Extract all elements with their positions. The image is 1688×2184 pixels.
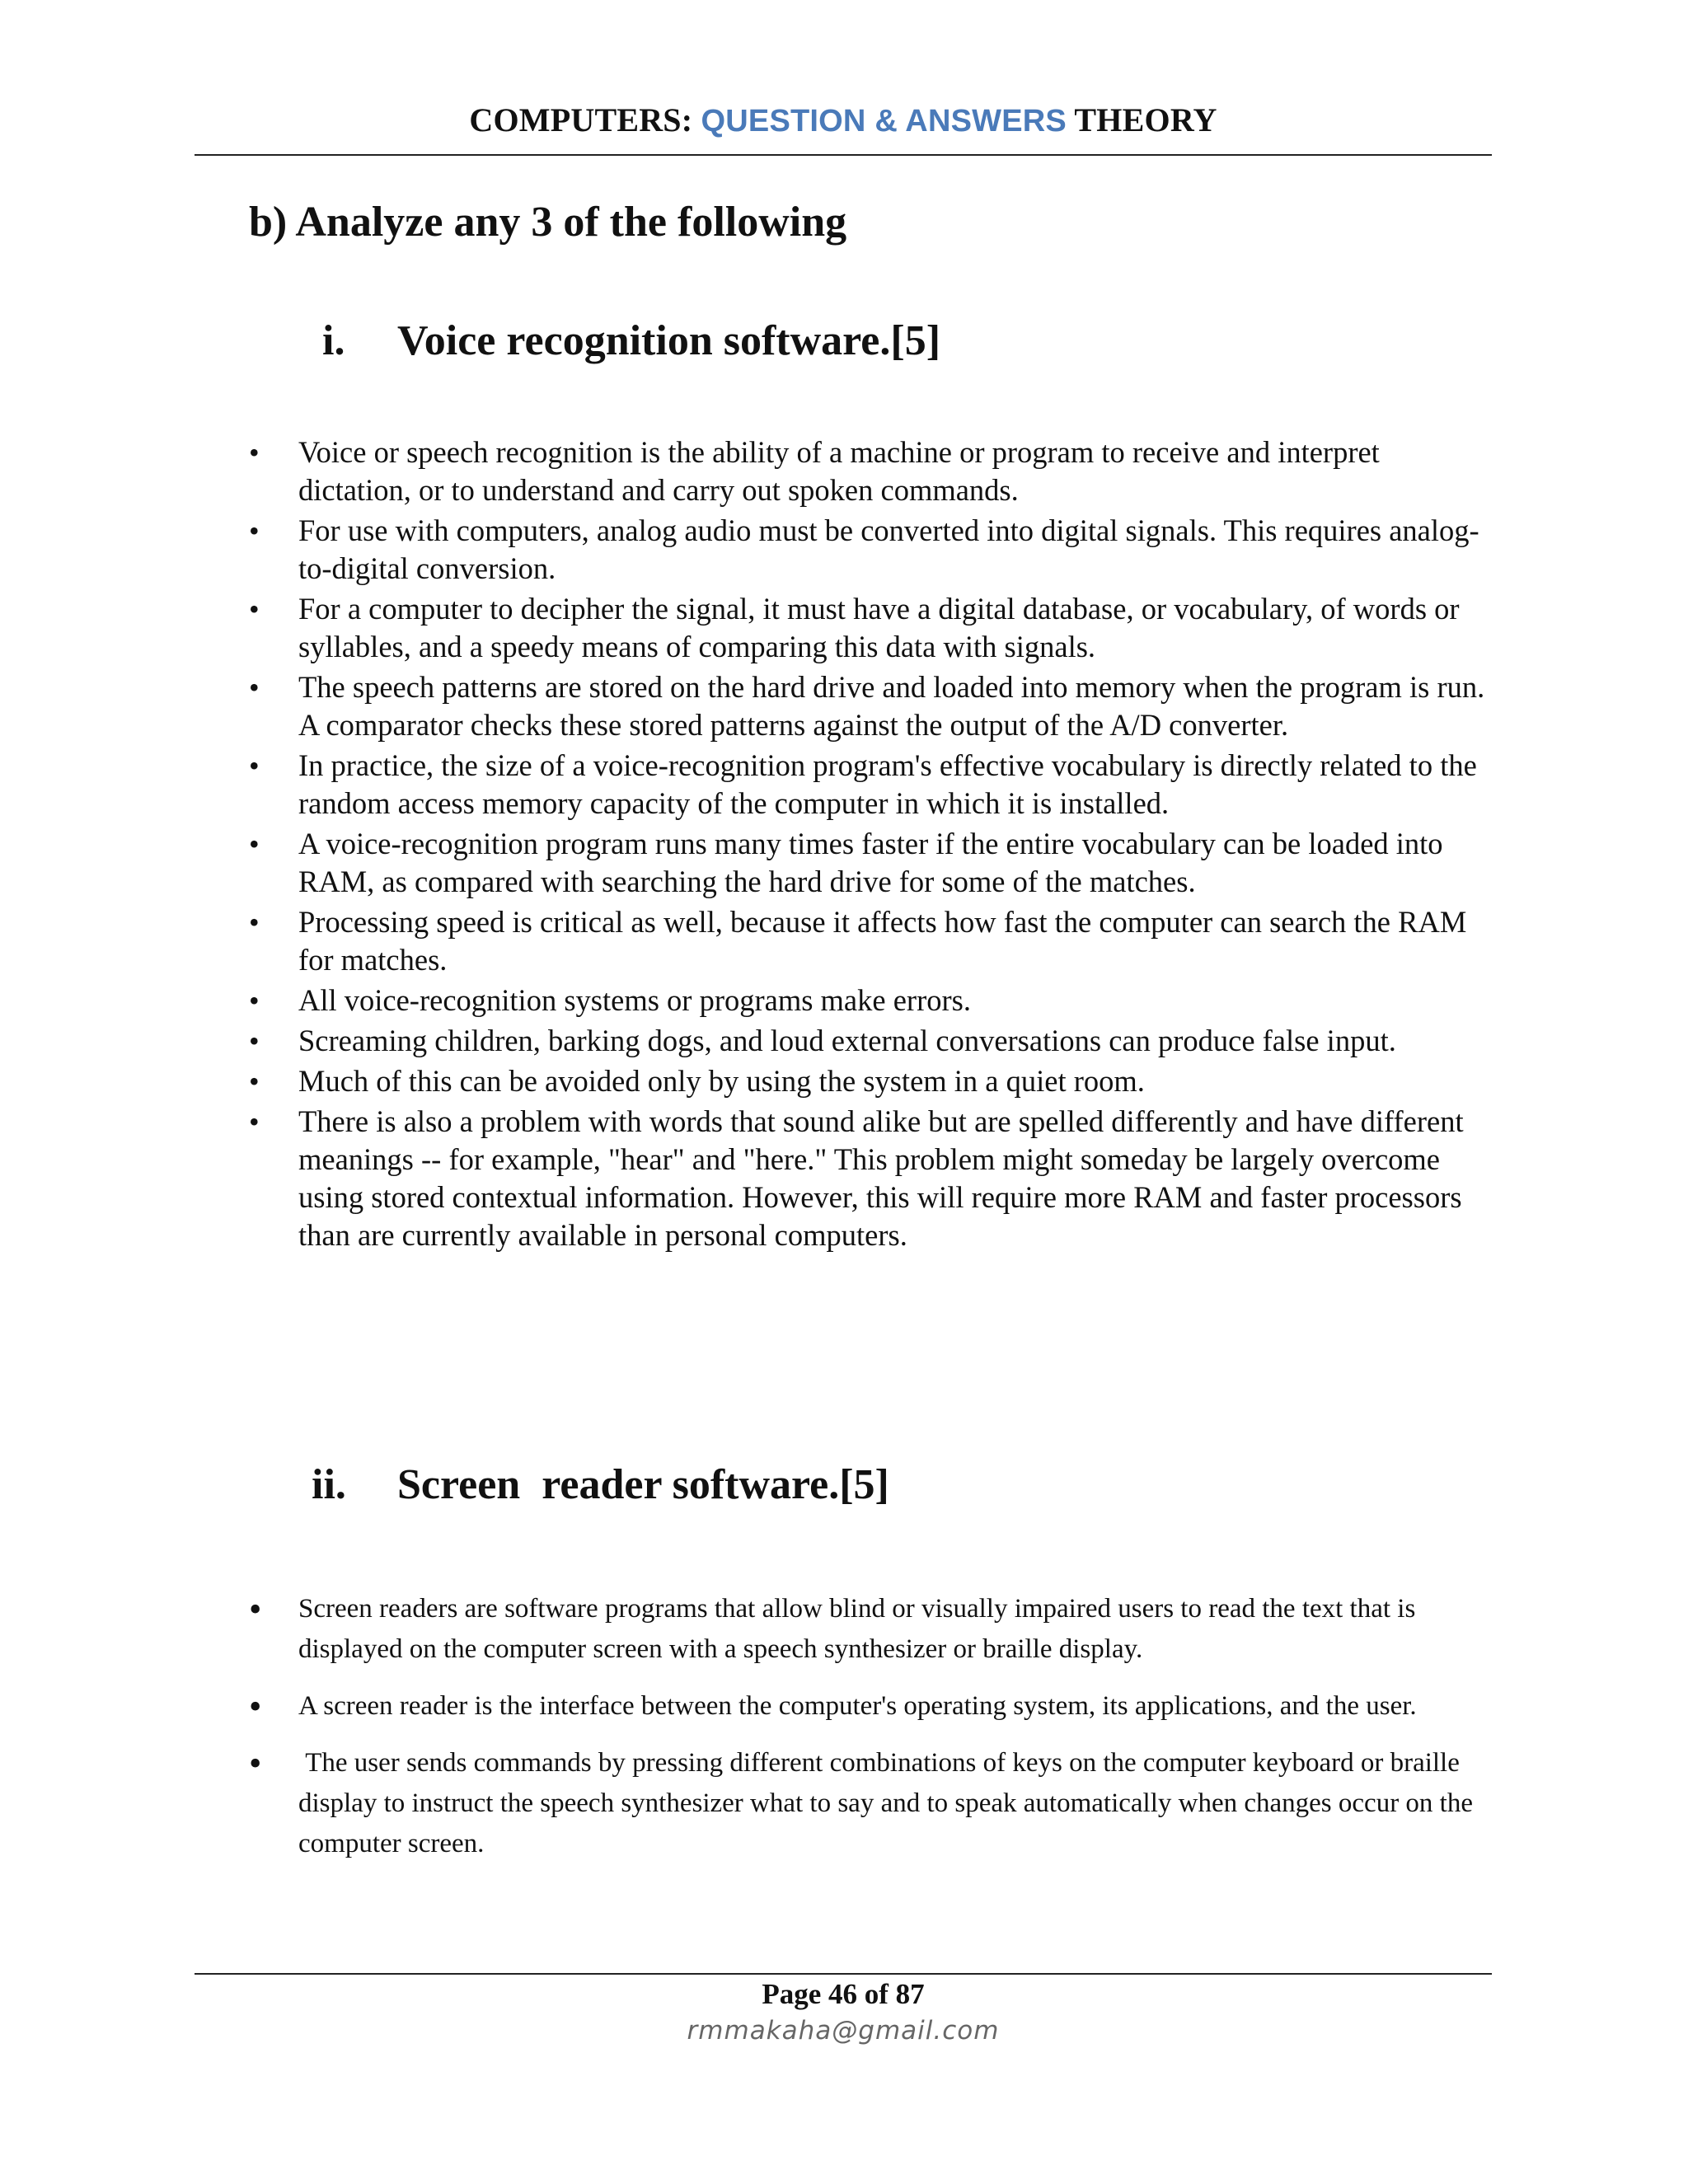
list-item [249, 903, 1485, 979]
subsection-numeral: ii. [312, 1461, 346, 1508]
list-item [249, 1686, 1502, 1727]
bullet-icon: • [249, 1105, 260, 1138]
bullet-icon: • [249, 906, 260, 939]
bullet-icon: • [249, 1589, 262, 1629]
bullet-icon: • [249, 1743, 262, 1783]
list-item [249, 1062, 1485, 1100]
list-item-text: Processing speed is critical as well, because it affects how fast the computer can search the RAM for matches. [298, 905, 1467, 977]
subsection-title: Voice recognition software.[5] [397, 317, 941, 364]
header-prefix: COMPUTERS [469, 101, 682, 138]
page-number: Page 46 of 87 [762, 1978, 925, 2010]
bullet-icon: • [249, 749, 260, 782]
running-header [195, 101, 1492, 139]
list-item [249, 825, 1485, 901]
subsection-title: Screen reader software.[5] [397, 1461, 889, 1508]
header-accent: QUESTION & ANSWERS [701, 104, 1067, 138]
bullet-icon: • [249, 1065, 260, 1098]
list-item [249, 512, 1485, 588]
list-item [249, 982, 1485, 1019]
list-item [249, 1022, 1485, 1060]
list-item-text: Voice or speech recognition is the ability of a machine or program to receive and interpret dictation, or to understand and carry out spoken commands. [298, 435, 1380, 507]
list-item-text: There is also a problem with words that sound alike but are spelled differently and have different meanings -- for example, "hear" and "here." This problem might someday be largely overcome using stored contextual information. However, this will require more RAM and faster processors than are currently available in personal computers. [298, 1104, 1464, 1252]
bullet-icon: • [249, 1024, 260, 1057]
list-item-text: For a computer to decipher the signal, it must have a digital database, or vocabulary, of words or syllables, and a speedy means of comparing this data with signals. [298, 592, 1460, 663]
bullet-icon: • [249, 671, 260, 704]
list-item [249, 747, 1485, 823]
list-item-text: Much of this can be avoided only by using the system in a quiet room. [298, 1064, 1145, 1098]
header-colon: : [681, 101, 701, 138]
list-item-text: All voice-recognition systems or programs make errors. [298, 983, 971, 1017]
bullet-icon: • [249, 1686, 262, 1727]
bullet-icon: • [249, 827, 260, 860]
list-item-text: A screen reader is the interface between the computer's operating system, its applications, and the user. [298, 1691, 1417, 1721]
list-item-text: For use with computers, analog audio must be converted into digital signals. This requires analog-to-digital conversion. [298, 513, 1479, 585]
list-item-text: The user sends commands by pressing different combinations of keys on the computer keyboard or braille display to instruct the speech synthesizer what to say and to speak automatically when changes occur on the computer screen. [298, 1748, 1480, 1858]
footer-email: rmmakaha@gmail.com [687, 2016, 1000, 2046]
list-item [249, 1589, 1502, 1670]
section-title: b) Analyze any 3 of the following [249, 199, 847, 246]
list-item [249, 590, 1485, 666]
list-item-text: The speech patterns are stored on the hard drive and loaded into memory when the program is run. A comparator checks these stored patterns against the output of the A/D converter. [298, 670, 1485, 742]
list-item [249, 1743, 1502, 1864]
header-rule [195, 154, 1492, 156]
list-item [249, 1103, 1485, 1254]
list-item-text: In practice, the size of a voice-recognition program's effective vocabulary is directly related to the random access memory capacity of the computer in which it is installed. [298, 748, 1477, 820]
bullet-icon: • [249, 593, 260, 626]
list-item [249, 668, 1485, 744]
screen-reader-bullet-list [249, 1589, 1502, 1881]
list-item-text: Screaming children, barking dogs, and loud external conversations can produce false input. [298, 1024, 1396, 1057]
list-item [249, 434, 1485, 509]
list-item-text: Screen readers are software programs that allow blind or visually impaired users to read the text that is displayed on the computer screen with a speech synthesizer or braille display. [298, 1594, 1416, 1664]
list-item-text: A voice-recognition program runs many times faster if the entire vocabulary can be loaded into RAM, as compared with searching the hard drive for some of the matches. [298, 827, 1443, 898]
bullet-icon: • [249, 436, 260, 469]
subsection-numeral: i. [322, 317, 345, 364]
bullet-icon: • [249, 514, 260, 547]
bullet-icon: • [249, 984, 260, 1017]
footer-rule [195, 1973, 1492, 1975]
voice-bullet-list [249, 434, 1485, 1257]
header-suffix: THEORY [1066, 101, 1217, 138]
